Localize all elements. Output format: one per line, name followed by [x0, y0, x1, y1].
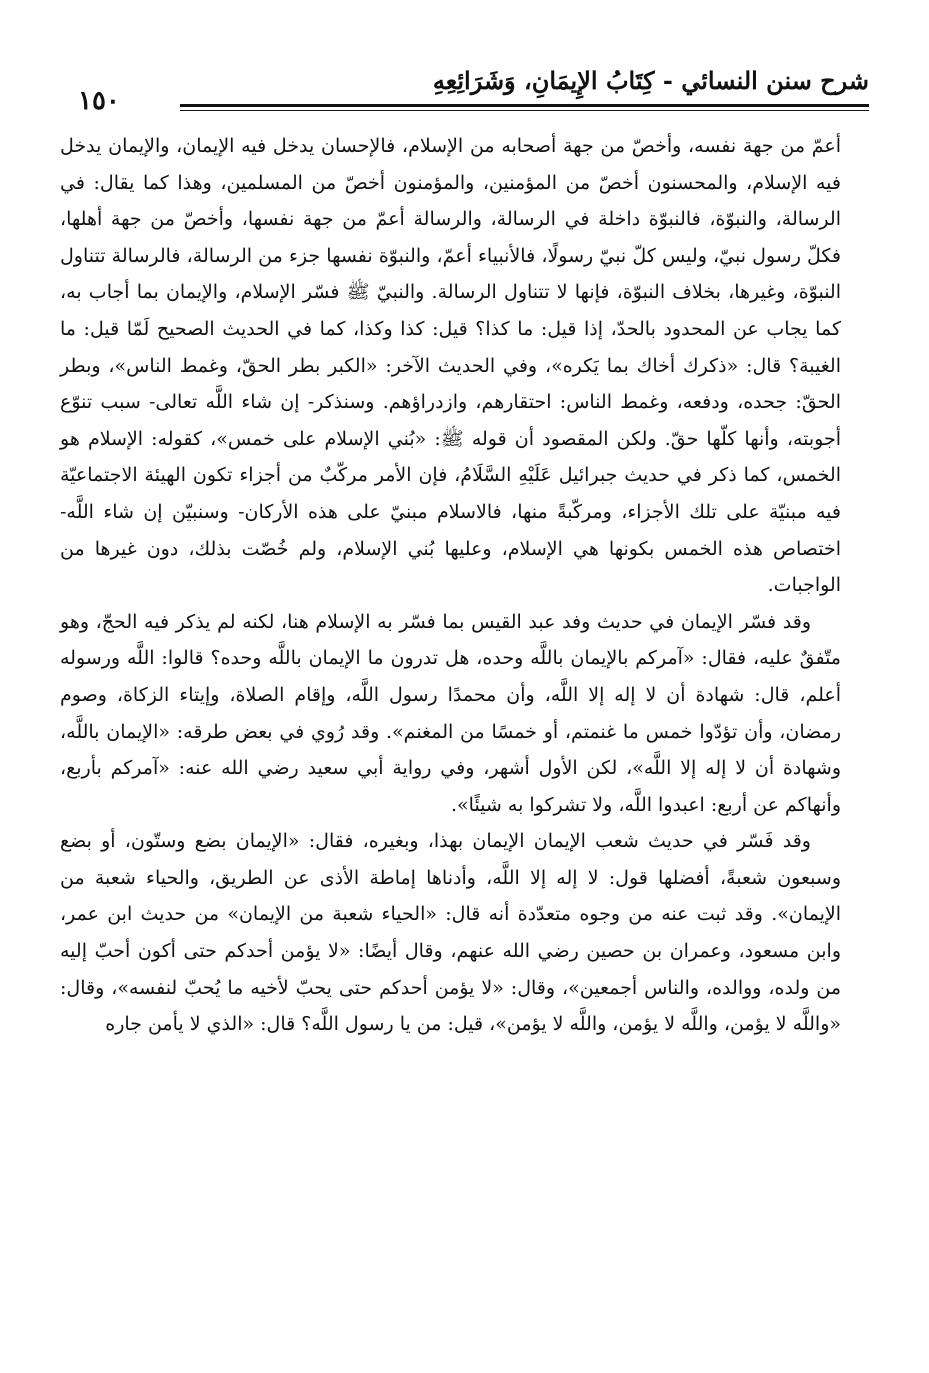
paragraph-2: وقد فسّر الإيمان في حديث وفد عبد القيس بما فسّر به الإسلام هنا، لكنه لم يذكر فيه الحجّ، وهو متّفقٌ عليه، فقال: «آمركم بالإيمان باللَّه وحده، هل تدرون ما الإيمان باللَّه وحده؟ قالوا: اللَّه ورسوله أعلم، قال: شهادة أن لا إله إلا اللَّه، وأن محمدًا رسول اللَّه، وإقام الصلاة، وإيتاء الزكاة، وصوم رمضان، وأن تؤدّوا خمس ما غنمتم، أو خمسًا من المغنم». وقد رُوي في بعض طرقه: «الإيمان باللَّه، وشهادة أن لا إله إلا اللَّه»، لكن الأول أشهر، وفي رواية أبي سعيد رضي الله عنه: «آمركم بأربع، وأنهاكم عن أربع: اعبدوا اللَّه، ولا تشركوا به شيئًا».: [60, 610, 841, 816]
paragraph-3: وقد فَسّر في حديث شعب الإيمان الإيمان بهذا، وبغيره، فقال: «الإيمان بضع وستّون، أو بضع وسبعون شعبةً، أفضلها قول: لا إله إلا اللَّه، وأدناها إماطة الأذى عن الطريق، والحياء شعبة من الإيمان». وقد ثبت عنه من وجوه متعدّدة أنه قال: «الحياء شعبة من الإيمان» من حديث ابن عمر، وابن مسعود، وعمران بن حصين رضي الله عنهم، وقال أيضًا: «لا يؤمن أحدكم حتى أكون أحبّ إليه من ولده، ووالده، والناس أجمعين»، وقال: «لا يؤمن أحدكم حتى يحبّ لأخيه ما يُحبّ لنفسه»، وقال: «واللَّه لا يؤمن، واللَّه لا يؤمن، واللَّه لا يؤمن»، قيل: من يا رسول اللَّه؟ قال: «الذي لا يأمن جاره: [60, 830, 841, 1036]
header-title: شرح سنن النسائي - كِتَابُ الإِيمَانِ، وَشَرَائِعِهِ: [432, 66, 869, 95]
running-header: [60, 64, 869, 116]
header-rule-thick: [180, 104, 869, 107]
page-number: ١٥٠: [78, 86, 120, 116]
body-text: [60, 128, 841, 1043]
paragraph-1: أعمّ من جهة نفسه، وأخصّ من جهة أصحابه من الإسلام، فالإحسان يدخل فيه الإيمان، والإيمان يدخل فيه الإسلام، والمحسنون أخصّ من المؤمنين، والمؤمنون أخصّ من المسلمين، وهذا كما يقال: في الرسالة، والنبوّة، فالنبوّة داخلة في الرسالة، والرسالة أعمّ من جهة نفسها، وأخصّ من جهة أهلها، فكلّ رسول نبيّ، وليس كلّ نبيّ رسولًا، فالأنبياء أعمّ، والنبوّة نفسها جزء من الرسالة، فالرسالة تتناول النبوّة، وغيرها، بخلاف النبوّة، فإنها لا تتناول الرسالة. والنبيّ ﷺ فسّر الإسلام، والإيمان بما أجاب به، كما يجاب عن المحدود بالحدّ، إذا قيل: ما كذا؟ قيل: كذا وكذا، كما في الحديث الصحيح لَمّا قيل: ما الغيبة؟ قال: «ذكرك أخاك بما يَكره»، وفي الحديث الآخر: «الكبر بطر الحقّ، وغمط الناس»، وبطر الحقّ: جحده، ودفعه، وغمط الناس: احتقارهم، وازدراؤهم. وسنذكر- إن شاء اللَّه تعالى- سبب تنوّع أجوبته، وأنها كلّها حقّ. ولكن المقصود أن قوله ﷺ: «بُني الإسلام على خمس»، كقوله: الإسلام هو الخمس، كما ذكر في حديث جبرائيل عَلَيْهِ السَّلَامُ، فإن الأمر مركّبٌ من أجزاء تكون الهيئة الاجتماعيّة فيه مبنيّة على تلك الأجزاء، ومركّبةً منها، فالاسلام مبنيّ على هذه الأركان- وسنبيّن إن شاء اللَّه- اختصاص هذه الخمس بكونها هي الإسلام، وعليها بُني الإسلام، ولم خُصّت بذلك، دون غيرها من الواجبات.: [60, 135, 841, 597]
header-rule-thin: [180, 110, 869, 111]
